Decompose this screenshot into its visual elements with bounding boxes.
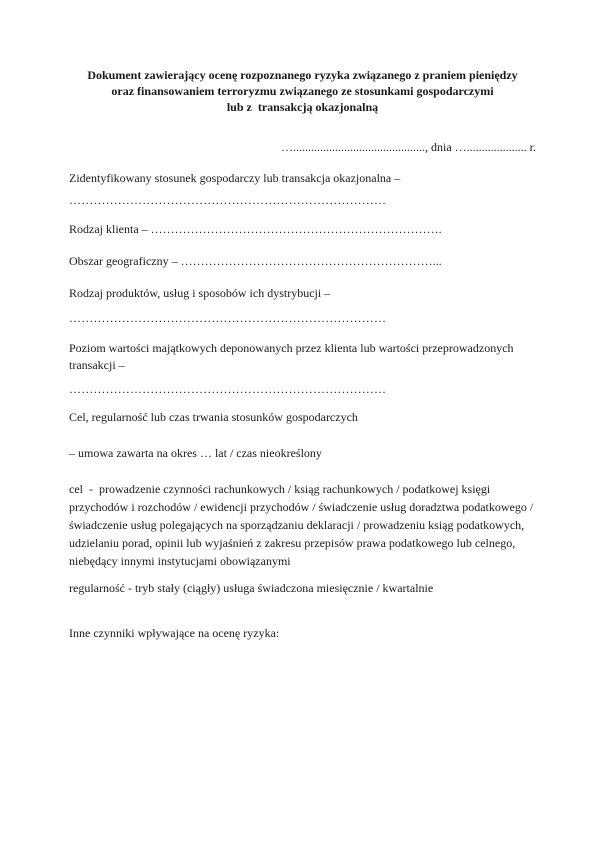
document-title-line-3: lub z transakcją okazjonalną <box>226 100 379 114</box>
document-title-line-1: Dokument zawierający ocenę rozpoznanego ryzyka związanego z praniem pieniędzy <box>87 68 518 82</box>
contract-period-line: – umowa zawarta na okres … lat / czas nieokreślony <box>69 446 322 460</box>
regularity-line: regularność - tryb stały (ciągły) usługa świadczona miesięcznie / kwartalnie <box>69 581 434 595</box>
geographic-area-line: Obszar geograficzny – ………………………………………………………... <box>69 254 442 268</box>
client-type-line: Rodzaj klienta – ………………………………………………………………. <box>69 222 442 236</box>
relationship-label: Zidentyfikowany stosunek gospodarczy lub transakcja okazjonalna – <box>69 171 401 185</box>
other-risk-factors-heading: Inne czynniki wpływające na ocenę ryzyka: <box>69 626 280 640</box>
products-services-fill-line: …………………………………………………………………… <box>69 311 387 325</box>
asset-value-level-fill-line: …………………………………………………………………… <box>69 382 387 396</box>
relationship-fill-line: …………………………………………………………………… <box>69 193 387 207</box>
document-title-line-2: oraz finansowaniem terroryzmu związanego ze stosunkami gospodarczymi <box>111 84 494 98</box>
asset-value-level-label: Poziom wartości majątkowych deponowanych przez klienta lub wartości przeprowadzonych transakcji – <box>69 341 514 372</box>
purpose-detail-paragraph: cel - prowadzenie czynności rachunkowych / ksiąg rachunkowych / podatkowej księgi przychodów i rozchodów / ewidencji przychodów / świadczenie usług doradztwa podatkowego / świadczenie usług polegających na sporządzaniu deklaracji / prowadzeniu ksiąg podatkowych, udzielaniu porad, opinii lub wyjaśnień z zakresu przepisów prawa podatkowego lub celnego, niebędący innymi instytucjami obowiązanymi <box>69 482 537 568</box>
purpose-regularity-heading: Cel, regularność lub czas trwania stosunków gospodarczych <box>69 410 358 424</box>
place-and-date-line: …............................................, dnia ….................... r. <box>281 140 536 154</box>
products-services-label: Rodzaj produktów, usług i sposobów ich dystrybucji – <box>69 286 331 300</box>
